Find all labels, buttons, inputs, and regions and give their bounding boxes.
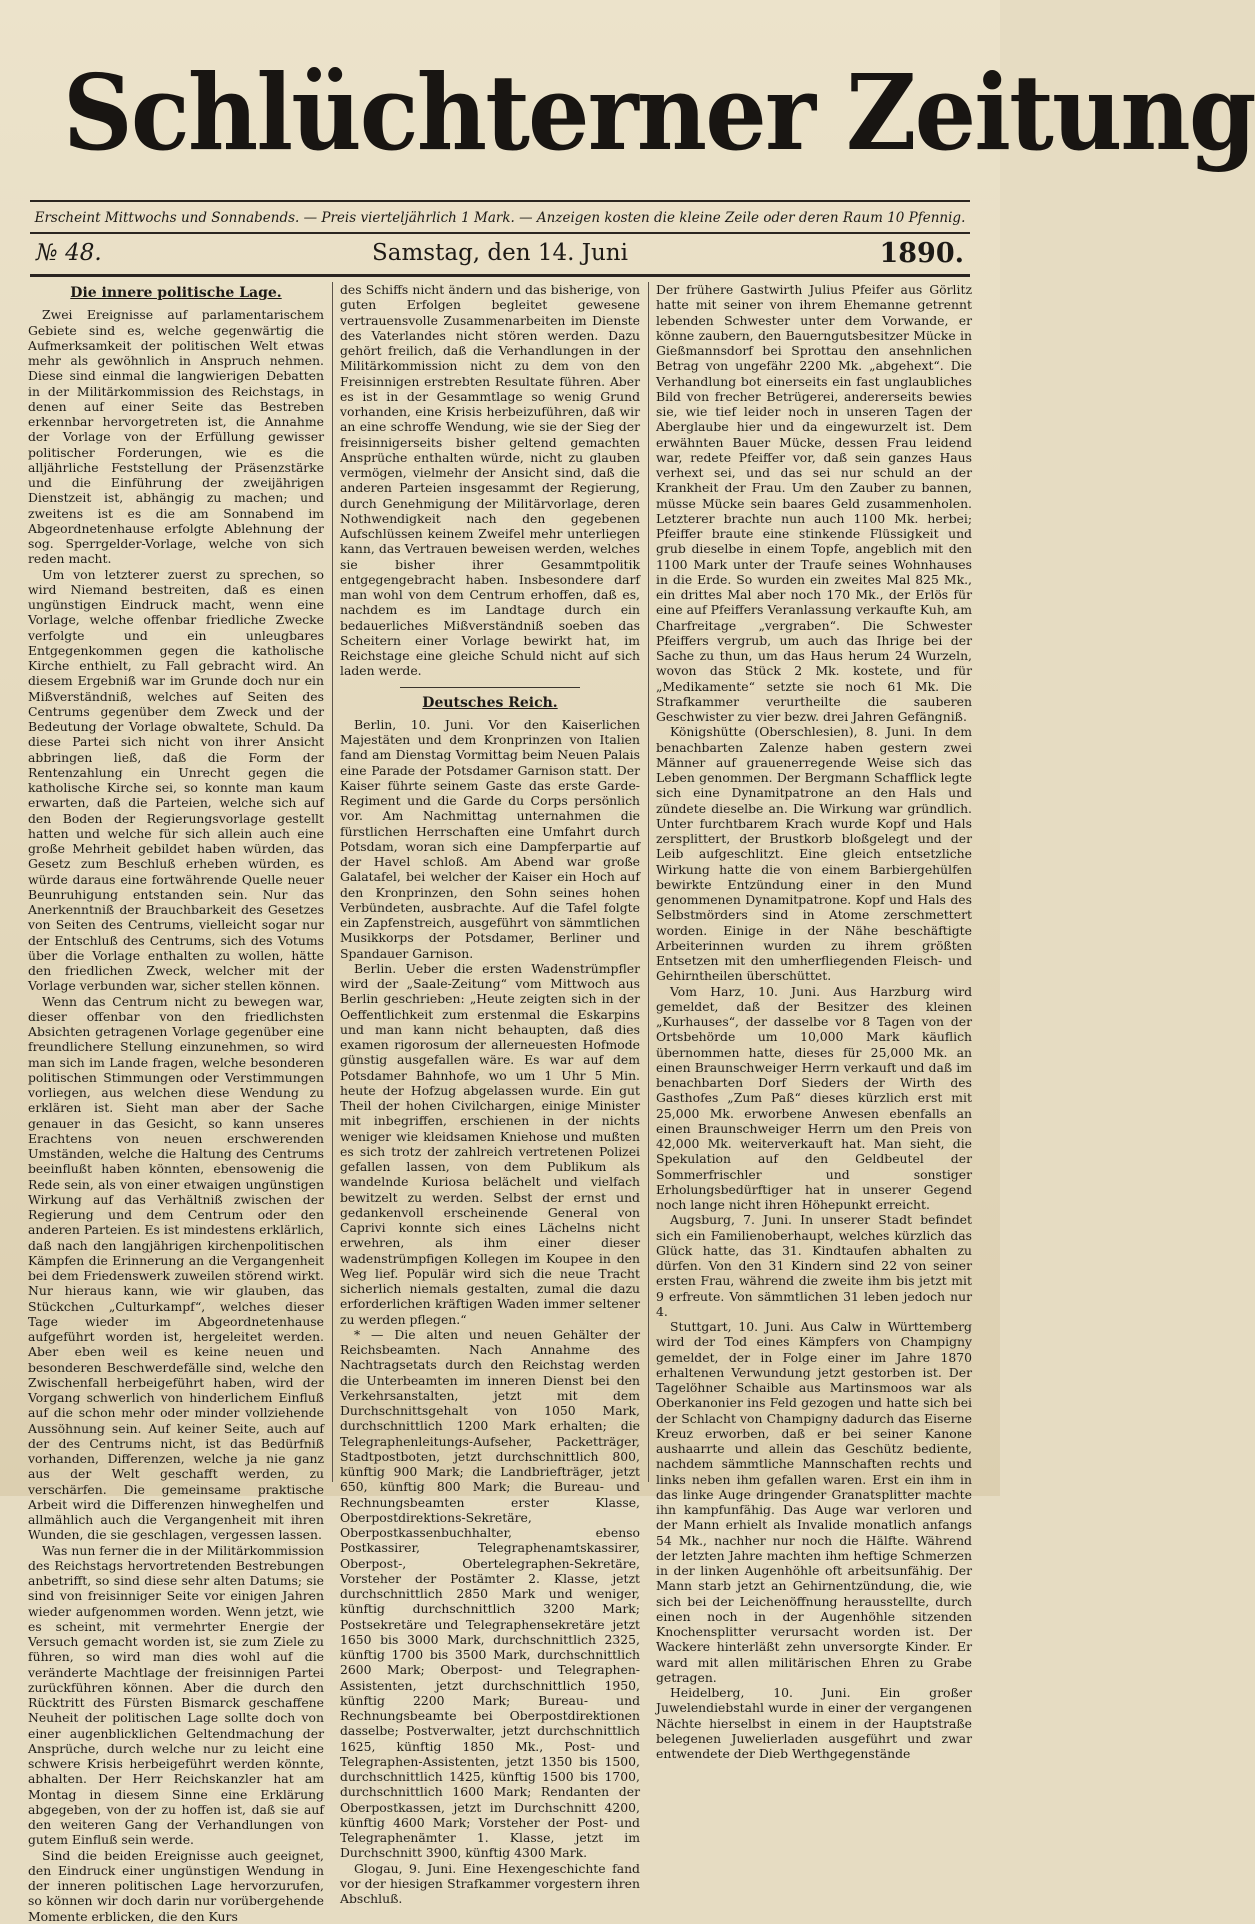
issue-date: Samstag, den 14. Juni [372,240,628,266]
news-item: Augsburg, 7. Juni. In unserer Stadt befindet sich ein Familienoberhaupt, welches kürzlich das Glück hatte, das 31. Kindtaufen abhalten zu dürfen. Von den 31 Kindern sind 22 von seiner ersten Frau, während die zweite ihm bis jetzt mit 9 erfreute. Von sämmtlichen 31 leben jedoch nur 4. [656,1212,972,1319]
column-1 [28,282,324,1924]
news-item: Berlin. Ueber die ersten Wadenstrümpfler wird der „Saale-Zeitung“ vom Mittwoch aus Berlin geschrieben: „Heute zeigten sich in der Oeffentlichkeit zum erstenmal die Eskarpins und man kann nicht behaupten, daß dies examen rigorosum der allerneuesten Hofmode günstig ausgefallen wäre. Es war auf dem Potsdamer Bahnhofe, wo um 1 Uhr 5 Min. heute der Hofzug abgelassen wurde. Ein gut Theil der hohen Civilchargen, einige Minister mit inbegriffen, erschienen in der nichts weniger wie kleidsamen Kniehose und mußten es sich trotz der zahlreich vertretenen Polizei gefallen lassen, von dem Publikum als wandelnde Kuriosa belächelt und vielfach bewitzelt zu werden. Selbst der ernst und gedankenvoll erscheinende General von Caprivi konnte sich eines Lächelns nicht erwehren, als ihm einer dieser wadenstrümpfigen Kollegen im Koupee in den Weg lief. Populär wird sich die neue Tracht sicherlich niemals gestalten, zumal die dazu erforderlichen kräftigen Waden immer seltener zu werden pflegen.“ [340,960,640,1327]
section-heading-deutsches-reich: Deutsches Reich. [422,694,558,711]
masthead-title: Schlüchterner Zeitung [62,51,1255,174]
section-separator [400,687,580,688]
news-item: * — Die alten und neuen Gehälter der Reichsbeamten. Nach Annahme des Nachtragsetats durch den Reichstag werden die Unterbeamten im inneren Dienst bei den Verkehrsanstalten, jetzt mit dem Durchschnittsgehalt von 1050 Mark, durchschnittlich 1200 Mark erhalten; die Telegraphenleitungs-Aufseher, Packetträger, Stadtpostboten, jetzt durchschnittlich 800, künftig 900 Mark; die Landbriefträger, jetzt 650, künftig 800 Mark; die Bureau- und Rechnungsbeamten erster Klasse, Oberpostdirektions-Sekretäre, Oberpostkassenbuchhalter, ebenso Postkassirer, Telegraphenamtskassirer, Oberpost-, Obertelegraphen-Sekretäre, Vorsteher der Postämter 2. Klasse, jetzt durchschnittlich 2850 Mark und weniger, künftig durchschnittlich 3200 Mark; Postsekretäre und Telegraphensekretäre jetzt 1650 bis 3000 Mark, durchschnittlich 2325, künftig 1700 bis 3500 Mark, durchschnittlich 2600 Mark; Oberpost- und Telegraphen-Assistenten, jetzt durchschnittlich 1950, künftig 2200 Mark; Bureau- und Rechnungsbeamte bei Oberpostdirektionen dasselbe; Postverwalter, jetzt durchschnittlich 1625, künftig 1850 Mk., Post- und Telegraphen-Assistenten, jetzt 1350 bis 1500, durchschnittlich 1425, künftig 1500 bis 1700, durchschnittlich 1600 Mark; Rendanten der Oberpostkassen, jetzt im Durchschnitt 4200, künftig 4600 Mark; Vorsteher der Post- und Telegraphenämter 1. Klasse, jetzt im Durchschnitt 3900, künftig 4300 Mark. [340,1326,640,1861]
issue-bar [30,238,970,274]
news-item: Berlin, 10. Juni. Vor den Kaiserlichen Majestäten und dem Kronprinzen von Italien fand am Dienstag Vormittag beim Neuen Palais eine Parade der Potsdamer Garnison statt. Der Kaiser führte seinem Gaste das erste Garde-Regiment und die Garde du Corps persönlich vor. Am Nachmittag unternahmen die fürstlichen Herrschaften eine Umfahrt durch Potsdam, woran sich eine Dampferpartie auf der Havel schloß. Am Abend war große Galatafel, bei welcher der Kaiser ein Hoch auf den Kronprinzen, den Sohn seines hohen Verbündeten, ausbrachte. Auf die Tafel folgte ein Zapfenstreich, ausgeführt von sämmtlichen Musikkorps der Potsdamer, Berliner und Spandauer Garnison. [340,716,640,961]
news-item: Der frühere Gastwirth Julius Pfeifer aus Görlitz hatte mit seiner von ihrem Ehemanne getrennt lebenden Schwester unter dem Vorwande, er könne zaubern, den Bauerngutsbesitzer Mücke in Gießmannsdorf bei Sprottau den ansehnlichen Betrag von ungefähr 2200 Mk. „abgehext“. Die Verhandlung bot einerseits ein fast unglaubliches Bild von frecher Betrügerei, andererseits bewies sie, wie tief leider noch in unseren Tagen der Aberglaube hier und da eingewurzelt ist. Dem erwähnten Bauer Mücke, dessen Frau leidend war, redete Pfeiffer vor, daß sein ganzes Haus verhext sei, und das sei nur schuld an der Krankheit der Frau. Um den Zauber zu bannen, müsse Mücke sein baares Geld zusammenholen. Letzterer brachte nun auch 1100 Mk. herbei; Pfeiffer braute eine stinkende Flüssigkeit und grub dieselbe in einem Topfe, angeblich mit den 1100 Mark unter der Traufe seines Wohnhauses in die Erde. So wurden ein zweites Mal 825 Mk., ein drittes Mal aber noch 170 Mk., der Erlös für eine auf Pfeiffers Veranlassung verkaufte Kuh, am Charfreitage „vergraben“. Die Schwester Pfeiffers vergrub, um auch das Ihrige bei der Sache zu thun, um das Haus herum 24 Wurzeln, wovon das Stück 2 Mk. kostete, und für „Medikamente“ setzte sie noch 61 Mk. Die Strafkammer verurtheilte die sauberen Geschwister zu vier bezw. drei Jahren Gefängniß. [656,282,972,724]
news-item: Glogau, 9. Juni. Eine Hexengeschichte fand vor der hiesigen Strafkammer vorgestern ihren Abschluß. [340,1860,640,1906]
article-paragraph: Wenn das Centrum nicht zu bewegen war, dieser offenbar von den friedlichsten Absichten getragenen Vorlage gegenüber eine freundlichere Stellung einzunehmen, so wird man sich im Lande fragen, welche besonderen politischen Stimmungen oder Verstimmungen vorliegen, aus welchen diese Wendung zu erklären ist. Sieht man aber der Sache genauer in das Gesicht, so kann unseres Erachtens von neuen erschwerenden Umständen, welche die Haltung des Centrums beeinflußt haben könnten, ebensowenig die Rede sein, als von einer etwaigen ungünstigen Wirkung auf das Verhältniß zwischen der Regierung und dem Centrum oder den anderen Parteien. Es ist mindestens erklärlich, daß nach den langjährigen kirchenpolitischen Kämpfen die Erinnerung an die Vergangenheit bei dem Friedenswerk zuweilen störend wirkt. Nur hieraus kann, wie wir glauben, das Stückchen „Culturkampf“, welches dieser Tage wieder im Abgeordnetenhause aufgeführt worden ist, hergeleitet werden. Aber eben weil es keine neuen und besonderen Beschwerdefälle sind, welche den Zwischenfall herbeigeführt haben, wird der Vorgang schwerlich von hinderlichem Einfluß auf die schon mehr oder minder vollziehende Aussöhnung sein. Auf keiner Seite, auch auf der des Centrums nicht, ist das Bedürfniß vorhanden, Differenzen, welche ja nie ganz aus der Welt geschafft werden, zu verschärfen. Die gemeinsame praktische Arbeit wird die Differenzen hinweghelfen und allmählich auch die Vergangenheit mit ihren Wunden, die sie geschlagen, vergessen lassen. [28,993,324,1543]
article-paragraph: Sind die beiden Ereignisse auch geeignet, den Eindruck einer ungünstigen Wendung in der inneren politischen Lage hervorzurufen, so können wir doch darin nur vorübergehende Momente erblicken, die den Kurs [28,1847,324,1924]
news-item: Heidelberg, 10. Juni. Ein großer Juwelendiebstahl wurde in einer der vergangenen Nächte hierselbst in einem in der Hauptstraße belegenen Juwelierladen ausgeführt und zwar entwendete der Dieb Werthgegenstände [656,1685,972,1761]
news-item: Stuttgart, 10. Juni. Aus Calw in Württemberg wird der Tod eines Kämpfers von Champigny gemeldet, der in Folge einer im Jahre 1870 erhaltenen Verwundung jetzt gestorben ist. Der Tagelöhner Schaible aus Martinsmoos war als Oberkanonier ins Feld gezogen und hatte sich bei der Schlacht von Champigny dadurch das Eiserne Kreuz erworben, daß er bei seiner Kanone aushaarrte und allein das Geschütz bediente, nachdem sämmtliche Mannschaften rechts und links neben ihm gefallen waren. Erst ein ihm in das linke Auge dringender Granatsplitter machte ihn kampfunfähig. Das Auge war verloren und der Mann erhielt als Invalide monatlich anfangs 54 Mk., nachher nur noch die Hälfte. Während der letzten Jahre machten ihm heftige Schmerzen in der linken Augenhöhle oft arbeitsunfähig. Der Mann starb jetzt an Gehirnentzündung, die, wie sich bei der Leichenöffnung herausstellte, durch einen noch in der Augenhöhle sitzenden Knochensplitter verursacht worden ist. Der Wackere hinterläßt zehn unversorgte Kinder. Er ward mit allen militärischen Ehren zu Grabe getragen. [656,1319,972,1685]
subline-rule [30,232,970,234]
news-item: Königshütte (Oberschlesien), 8. Juni. In dem benachbarten Zalenze haben gestern zwei Männer auf grauenerregende Weise sich das Leben genommen. Der Bergmann Schafflick legte sich eine Dynamitpatrone an den Hals und zündete dieselbe an. Die Wirkung war gründlich. Unter furchtbarem Krach wurde Kopf und Hals zersplittert, der Brustkorb bloßgelegt und der Leib aufgeschlitzt. Eine gleich entsetzliche Wirkung hatte die von einem Barbiergehülfen bewirkte Entzündung einer in den Mund genommenen Dynamitpatrone. Kopf und Hals des Selbstmörders sind in Atome zerschmettert worden. Einige in der Nähe beschäftigte Arbeiterinnen wurden zu ihrem größten Entsetzen mit den umherfliegenden Fleisch- und Gehirntheilen überschüttet. [656,724,972,984]
article-columns [28,282,972,1924]
column-3 [656,282,972,1761]
news-item: Vom Harz, 10. Juni. Aus Harzburg wird gemeldet, daß der Besitzer des kleinen „Kurhauses“, der dasselbe vor 8 Tagen von der Ortsbehörde um 10,000 Mark käuflich übernommen hatte, dieses für 25,000 Mk. an einen Braunschweiger Herrn verkauft und daß im benachbarten Dorf Sieders der Wirth des Gasthofes „Zum Paß“ dieses kürzlich erst mit 25,000 Mk. erworbene Anwesen ebenfalls an einen Braunschweiger Herrn um den Preis von 42,000 Mk. weiterverkauft hat. Man sieht, die Spekulation auf den Geldbeutel der Sommerfrischler und sonstiger Erholungsbedürftiger hat in unserer Gegend noch lange nicht ihren Höhepunkt erreicht. [656,983,972,1212]
issue-rule [30,274,970,277]
issue-year: 1890. [879,238,964,269]
column-divider [332,282,333,1482]
masthead-rule-top [30,200,970,202]
article-paragraph: Zwei Ereignisse auf parlamentarischem Gebiete sind es, welche gegenwärtig die Aufmerksamkeit der politischen Welt etwas mehr als gewöhnlich in Anspruch nehmen. Diese sind einmal die langwierigen Debatten in der Militärkommission des Reichstags, in denen auf einer Seite das Bestreben erkennbar hervorgetreten ist, die Annahme der Vorlage von der Erfüllung gewisser politischer Forderungen, wie es die alljährliche Feststellung der Präsenzstärke und die Einführung der zweijährigen Dienstzeit ist, abhängig zu machen; und zweitens ist es die am Sonnabend im Abgeordnetenhause erfolgte Ablehnung der sog. Sperrgelder-Vorlage, welche von sich reden macht. [28,307,324,567]
article-heading-innere-lage: Die innere politische Lage. [70,285,282,301]
subscription-line: Erscheint Mittwochs und Sonnabends. — Preis vierteljährlich 1 Mark. — Anzeigen kosten die kleine Zeile oder deren Raum 10 Pfennig. [34,210,966,226]
column-2 [340,282,640,1906]
column-divider [648,282,649,1482]
article-paragraph: Um von letzterer zuerst zu sprechen, so wird Niemand bestreiten, daß es einen ungünstigen Eindruck macht, wenn eine Vorlage, welche offenbar friedliche Zwecke verfolgte und ein unleugbares Entgegenkommen gegen die katholische Kirche enthielt, zu Fall gebracht wird. An diesem Ergebniß war im Grunde doch nur ein Mißverständniß, welches auf Seiten des Centrums gegenüber dem Zweck und der Bedeutung der Vorlage obwaltete, Schuld. Da diese Partei sich nicht von ihrer Ansicht abbringen ließ, daß die Form der Rentenzahlung ein Unrecht gegen die katholische Kirche sei, so konnte man kaum erwarten, daß die Parteien, welche sich auf den Boden der Regierungsvorlage gestellt hatten und welche für sich allein auch eine große Mehrheit gebildet haben würden, das Gesetz zum Beschluß erheben würden, es würde daraus eine fortwährende Quelle neuer Beunruhigung entstanden sein. Nur das Anerkenntniß der Brauchbarkeit des Gesetzes von Seiten des Centrums, vielleicht sogar nur der Entschluß des Centrums, sich des Votums über die Vorlage enthalten zu wollen, hätte den friedlichen Zweck, welcher mit der Vorlage verbunden war, sicher stellen können. [28,566,324,994]
article-continuation: des Schiffs nicht ändern und das bisherige, von guten Erfolgen begleitet gewesene vertrauensvolle Zusammenarbeiten im Dienste des Vaterlandes nicht stören werden. Dazu gehört freilich, daß die Verhandlungen in der Militärkommission nicht zu dem von den Freisinnigen erstrebten Resultate führen. Aber es ist in der Gesammtlage so wenig Grund vorhanden, eine Krisis herbeizuführen, daß wir an eine schroffe Wendung, wie sie der Sieg der freisinnigerseits bisher geltend gemachten Ansprüche enthalten würde, nicht zu glauben vermögen, vielmehr der Ansicht sind, daß die anderen Parteien insgesammt der Regierung, durch Genehmigung der Militärvorlage, deren Nothwendigkeit nach den gegebenen Aufschlüssen keinem Zweifel mehr unterliegen kann, das Vertrauen beweisen werden, welches sie bisher ihrer Gesammtpolitik entgegengebracht haben. Insbesondere darf man wohl von dem Centrum erhoffen, daß es, nachdem es im Landtage durch ein bedauerliches Mißverständniß soeben das Scheitern einer Vorlage bewirkt hat, im Reichstage eine gleiche Schuld nicht auf sich laden werde. [340,282,640,679]
issue-number: № 48. [36,240,102,266]
article-paragraph: Was nun ferner die in der Militärkommission des Reichstags hervortretenden Bestrebungen anbetrifft, so sind diese sehr alten Datums; sie sind von freisinniger Seite vor einigen Jahren wieder aufgenommen worden. Wenn jetzt, wie es scheint, mit vermehrter Energie der Versuch gemacht worden ist, sie zum Ziele zu führen, so wird man dies wohl auf die veränderte Machtlage der freisinnigen Partei zurückführen können. Aber die durch den Rücktritt des Fürsten Bismarck geschaffene Neuheit der politischen Lage sollte doch von einer augenblicklichen Geltendmachung der Ansprüche, durch welche nur zu leicht eine schwere Krisis herbeigeführt werden könnte, abhalten. Der Herr Reichskanzler hat am Montag in diesem Sinne eine Erklärung abgegeben, von der zu hoffen ist, daß sie auf den weiteren Gang der Verhandlungen von gutem Einfluß sein werde. [28,1542,324,1848]
